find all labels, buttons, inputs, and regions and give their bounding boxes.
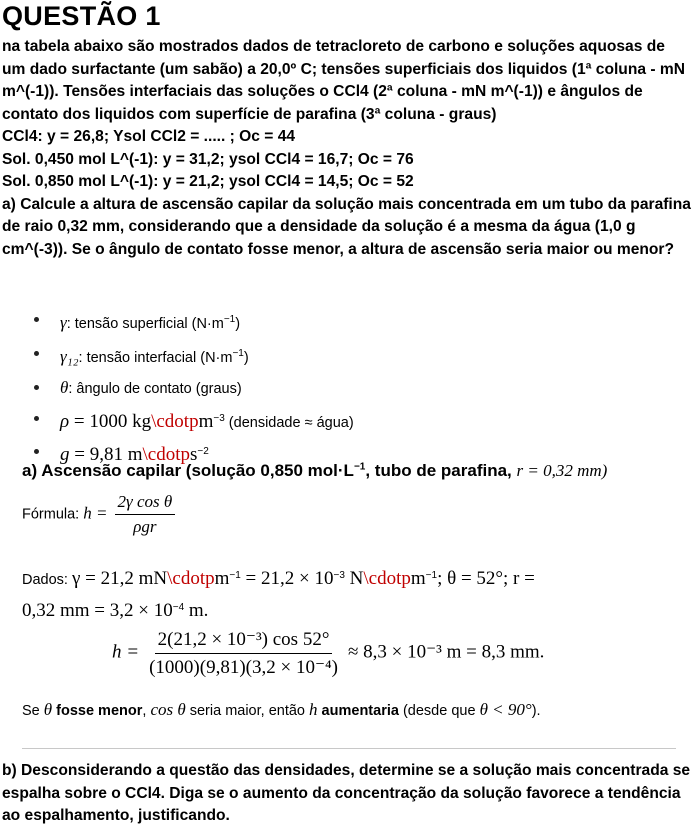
part-a-question: a) Calcule a altura de ascensão capilar da solução mais concentrada em um tubo da parafina de raio 0,32 mm, considerando que a densidade da solução é a mesma da água (1,0 g cm^(-3)). Se o ângulo de contato fosse menor, a altura de ascensão seria maior ou menor?: [2, 195, 691, 258]
definition-item: θ: ângulo de contato (graus): [34, 373, 354, 404]
divider: [22, 748, 676, 749]
definition-item: g = 9,81 m\cdotps$^{-2}$: [34, 437, 354, 471]
conclusion: Se θ fosse menor, cos θ seria maior, então h aumentaria (desde que θ < 90°).: [22, 700, 541, 719]
calculation-fraction: $\frac{\text{2(21,2 × 10⁻³) cos 52°}}{\text{(1000)(9,81)(3,2 × 10⁻⁴)}}$: [149, 629, 338, 678]
page-title: QUESTÃO 1: [2, 1, 161, 31]
definition-item: γ: tensão superficial $(N\cdot m^{-1})$: [34, 305, 354, 339]
data-row-ccl4: CCl4: y = 26,8; Ysol CCl2 = ..... ; Oc = 44: [2, 128, 296, 145]
part-b-text: b) Desconsiderando a questão das densidades, determine se a solução mais concentrada se espalha sobre o CCl4. Diga se o aumento da concentração da solução favorece a tendência ao espalhamento, justificando.: [2, 762, 691, 824]
part-b-question: [2, 760, 692, 828]
symbol-definitions: [34, 305, 354, 471]
definition-item: γ₁₂: tensão interfacial $(N\cdot m^{-1})$: [34, 339, 354, 373]
given-data: Dados: γ = 21,2 mN\cdotpm$^{-1}$ = $21,2 \times 10^{-3}$ N\cdotpm$^{-1}$; θ = 52°; r = 0,32 mm = $3,2 \times 10^{-4}$ m.: [22, 567, 535, 621]
question-text: [2, 36, 692, 261]
data-row-sol-0850: Sol. 0,850 mol L^(-1): y = 21,2; ysol CCl4 = 14,5; Oc = 52: [2, 173, 414, 190]
solution-heading: a) Ascensão capilar (solução 0,850 $mol\cdot L^{-1}$, tubo de parafina, r = 0,32 mm): [22, 461, 608, 480]
calculation: h = $\frac{\text{2(21,2 × 10⁻³) cos 52°}}{\text{(1000)(9,81)(3,2 × 10⁻⁴)}}$ ≈ 8,3 × 10⁻³ m = 8,3 mm.: [112, 629, 545, 678]
definition-item: ρ = 1000 kg\cdotpm$^{-3}$ (densidade ≈ água): [34, 404, 354, 438]
data-row-sol-0450: Sol. 0,450 mol L^(-1): y = 31,2; ysol CCl4 = 16,7; Oc = 76: [2, 150, 414, 168]
formula-fraction: $\frac{\text{2γ cos θ}}{\text{ρgr}}$: [115, 492, 176, 537]
formula-line: Fórmula: h = $\frac{\text{2γ cos θ}}{\text{ρgr}}$: [22, 492, 692, 537]
question-intro: na tabela abaixo são mostrados dados de tetracloreto de carbono e soluções aquosas de um dado surfactante (um sabão) a 20,0º C; tensões superficiais dos liquidos (1ª coluna - mN m^(-1)). Tensões interfaciais das soluções o CCl4 (2ª coluna - mN m^(-1)) e ângulos de contato dos liquidos com superfície de parafina (3ª coluna - graus): [2, 38, 686, 123]
